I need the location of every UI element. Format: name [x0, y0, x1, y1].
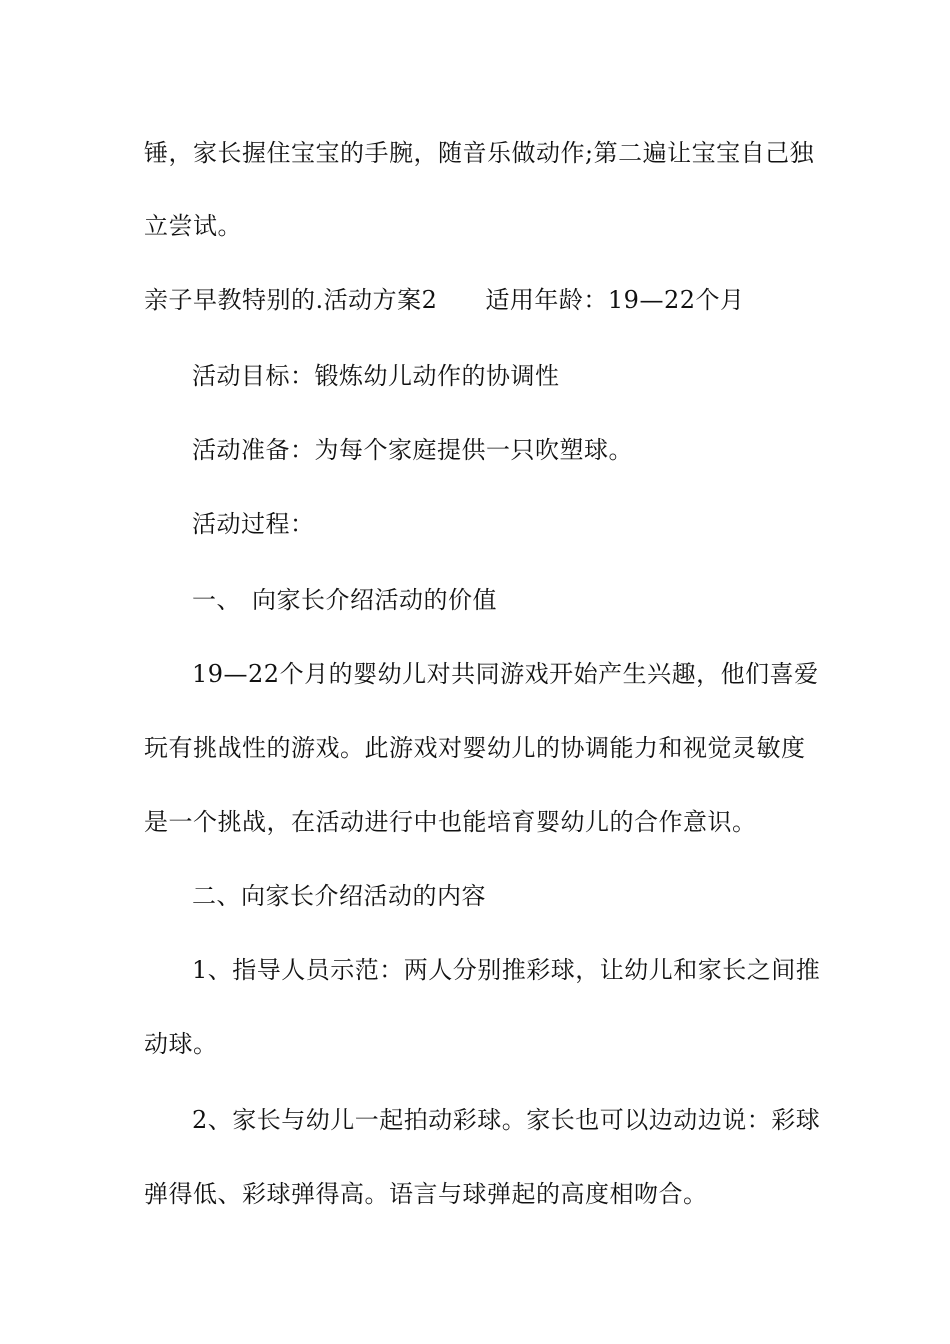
step-two-heading: 二、向家长介绍活动的内容 — [192, 882, 486, 910]
paragraph-line: 动球。 — [144, 1030, 218, 1058]
paragraph-line: 是一个挑战，在活动进行中也能培育婴幼儿的合作意识。 — [144, 808, 757, 836]
paragraph-line: 立尝试。 — [144, 212, 242, 240]
paragraph-line: 19—22个月的婴幼儿对共同游戏开始产生兴趣，他们喜爱 — [192, 660, 819, 688]
section-heading — [144, 284, 824, 316]
age-range: 适用年龄：19—22个月 — [485, 286, 745, 314]
paragraph-line: 锤，家长握住宝宝的手腕，随音乐做动作;第二遍让宝宝自己独 — [144, 139, 815, 167]
paragraph-line: 弹得低、彩球弹得高。语言与球弹起的高度相吻合。 — [144, 1180, 708, 1208]
step-number: 一、 — [192, 586, 241, 614]
paragraph-line: 2、家长与幼儿一起拍动彩球。家长也可以边动边说：彩球 — [192, 1106, 821, 1134]
paragraph-line: 1、指导人员示范：两人分别推彩球，让幼儿和家长之间推 — [192, 956, 821, 984]
activity-process-label: 活动过程： — [192, 510, 315, 538]
activity-preparation: 活动准备：为每个家庭提供一只吹塑球。 — [192, 436, 633, 464]
paragraph-line: 玩有挑战性的游戏。此游戏对婴幼儿的协调能力和视觉灵敏度 — [144, 734, 806, 762]
step-one-heading — [192, 584, 832, 616]
step-title: 向家长介绍活动的价值 — [252, 586, 497, 614]
activity-goal: 活动目标：锻炼幼儿动作的协调性 — [192, 362, 560, 390]
section-title: 亲子早教特别的.活动方案2 — [144, 286, 438, 314]
